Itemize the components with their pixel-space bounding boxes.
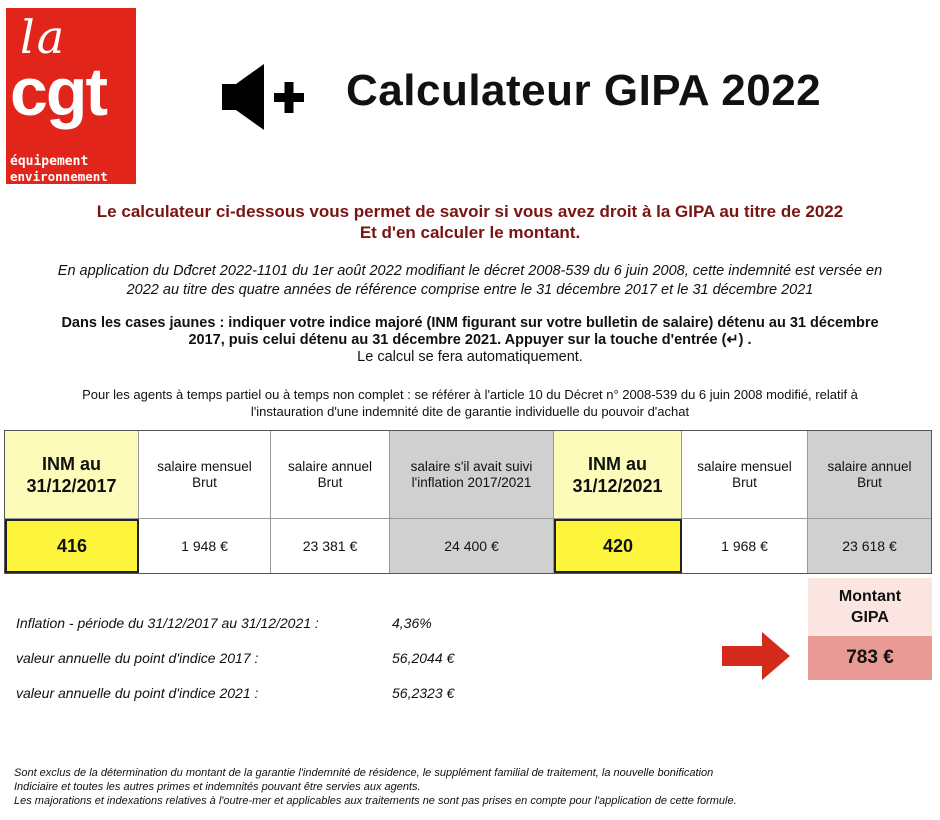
monthly-2017-value: 1 948 € xyxy=(139,519,271,573)
instructions-line1: Dans les cases jaunes : indiquer votre indice majoré (INM figurant sur votre bulletin de salaire) détenu au 31 décembre xyxy=(61,315,879,331)
page-title: Calculateur GIPA 2022 xyxy=(346,66,822,115)
inm-2017-input[interactable]: 416 xyxy=(5,519,139,573)
partial-time-note xyxy=(0,386,940,420)
header-monthly-2021: salaire mensuel Brut xyxy=(682,431,808,519)
partial-line1: Pour les agents à temps partiel ou à temps non complet : se référer à l'article 10 du Décret n° 2008-539 du 6 juin 2008 modifié, relatif à xyxy=(82,387,858,402)
footnote-line2: Indiciaire et toutes les autres primes et indemnités pouvant être servies aux agents. xyxy=(14,781,421,793)
instructions-line2: 2017, puis celui détenu au 31 décembre 2021. Appuyer sur la touche d'entrée (↵) . xyxy=(188,332,752,348)
annual-2017-value: 23 381 € xyxy=(271,519,390,573)
instructions-line3: Le calcul se fera automatiquement. xyxy=(357,349,583,365)
footnote-line3: Les majorations et indexations relatives à l'outre-mer et applicables aux traitements ne sont pas prises en compte pour l'application de cette formule. xyxy=(14,795,737,807)
decree-text xyxy=(0,262,940,300)
decree-line2: 2022 au titre des quatre années de référence comprise entre le 31 décembre 2017 et le 31 décembre 2021 xyxy=(126,282,814,298)
intro-text xyxy=(0,201,940,243)
salary-table xyxy=(4,430,932,574)
header-annual-2021: salaire annuel Brut xyxy=(808,431,931,519)
intro-line2: Et d'en calculer le montant. xyxy=(359,223,581,242)
gipa-label xyxy=(808,578,932,636)
gipa-label-line1: Montant xyxy=(838,588,902,605)
gipa-label-line2: GIPA xyxy=(851,609,889,626)
header-annual-2017: salaire annuel Brut xyxy=(271,431,390,519)
partial-line2: l'instauration d'une indemnité dite de garantie individuelle du pouvoir d'achat xyxy=(250,404,690,419)
speaker-plus-icon xyxy=(218,62,308,132)
point-2021-value: 56,2323 € xyxy=(392,685,455,701)
monthly-2021-value: 1 968 € xyxy=(682,519,808,573)
footnote-line1: Sont exclus de la détermination du montant de la garantie l'indemnité de résidence, le supplément familial de traitement, la nouvelle bonification xyxy=(14,767,714,779)
annual-2021-value: 23 618 € xyxy=(808,519,931,573)
footnote xyxy=(14,766,924,808)
instructions xyxy=(0,315,940,366)
point-2017-label: valeur annuelle du point d'indice 2017 : xyxy=(16,650,259,666)
logo-line2: environnement xyxy=(10,169,108,184)
header-monthly-2017: salaire mensuel Brut xyxy=(139,431,271,519)
point-2017-value: 56,2044 € xyxy=(392,650,455,666)
inflation-salary-value: 24 400 € xyxy=(390,519,554,573)
logo-line1: équipement xyxy=(10,154,89,169)
header-inflation-salary: salaire s'il avait suivi l'inflation 2017/2021 xyxy=(390,431,554,519)
decree-line1: En application du Dđcret 2022-1101 du 1er août 2022 modifiant le décret 2008-539 du 6 juin 2008, cette indemnité est versée en xyxy=(57,263,883,279)
logo-la: la xyxy=(20,10,67,64)
gipa-amount: 783 € xyxy=(808,636,932,680)
inm-2021-input[interactable]: 420 xyxy=(554,519,682,573)
inflation-value: 4,36% xyxy=(392,615,432,631)
right-arrow-icon xyxy=(722,632,790,680)
intro-line1: Le calculateur ci-dessous vous permet de savoir si vous avez droit à la GIPA au titre de 2022 xyxy=(96,202,844,221)
point-2021-label: valeur annuelle du point d'indice 2021 : xyxy=(16,685,259,701)
inflation-label: Inflation - période du 31/12/2017 au 31/12/2021 : xyxy=(16,615,319,631)
logo-cgt: cgt xyxy=(10,54,106,130)
header-inm-2021: INM au 31/12/2021 xyxy=(554,431,682,519)
cgt-logo xyxy=(6,8,136,184)
header-inm-2017: INM au 31/12/2017 xyxy=(5,431,139,519)
